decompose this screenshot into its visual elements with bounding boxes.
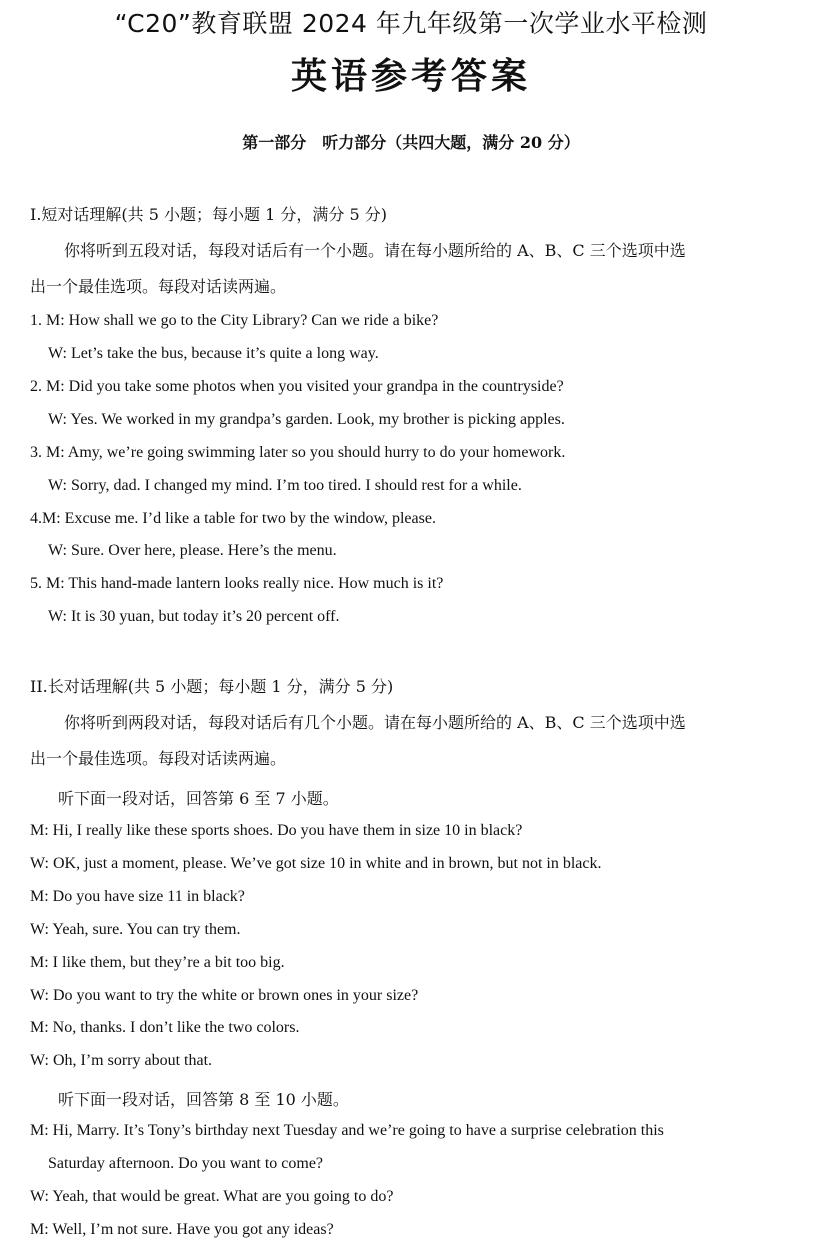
dialogue-line: W: Sure. Over here, please. Here’s the menu. <box>48 542 337 559</box>
dialogue-line: W: Yes. We worked in my grandpa’s garden. Look, my brother is picking apples. <box>48 411 565 428</box>
dialogue-line: Saturday afternoon. Do you want to come? <box>48 1155 324 1172</box>
section1-instructions-1: 你将听到五段对话，每段对话后有一个小题。请在每小题所给的 A、B、C 三个选项中选 <box>64 241 686 260</box>
section2-heading: II.长对话理解(共 5 小题；每小题 1 分，满分 5 分) <box>30 677 394 696</box>
section2-instructions-1: 你将听到两段对话，每段对话后有几个小题。请在每小题所给的 A、B、C 三个选项中选 <box>64 713 686 732</box>
dialogue-line: 1. M: How shall we go to the City Library? Can we ride a bike? <box>30 312 439 329</box>
dialogue-line: W: Yeah, that would be great. What are you going to do? <box>30 1188 394 1205</box>
dialogue-line: 3. M: Amy, we’re going swimming later so you should hurry to do your homework. <box>30 444 566 461</box>
part1-header: 第一部分 听力部分（共四大题，满分 20 分） <box>242 133 580 152</box>
dialogue-line: M: Hi, I really like these sports shoes. Do you have them in size 10 in black? <box>30 822 523 839</box>
answer-key-title: 英语参考答案 <box>290 55 531 97</box>
dialogue-line: M: Well, I’m not sure. Have you got any ideas? <box>30 1221 334 1238</box>
dialogue-line: 2. M: Did you take some photos when you visited your grandpa in the countryside? <box>30 378 564 395</box>
listening-cue: 听下面一段对话，回答第 6 至 7 小题。 <box>58 789 339 808</box>
listening-cue: 听下面一段对话，回答第 8 至 10 小题。 <box>58 1090 349 1109</box>
dialogue-line: M: I like them, but they’re a bit too big. <box>30 954 285 971</box>
dialogue-line: M: Hi, Marry. It’s Tony’s birthday next Tuesday and we’re going to have a surprise celebration this <box>30 1122 664 1139</box>
section1-heading: I.短对话理解(共 5 小题；每小题 1 分，满分 5 分) <box>30 205 387 224</box>
dialogue-line: W: Let’s take the bus, because it’s quite a long way. <box>48 345 379 362</box>
dialogue-line: 5. M: This hand-made lantern looks really nice. How much is it? <box>30 575 444 592</box>
dialogue-line: W: Oh, I’m sorry about that. <box>30 1052 213 1069</box>
dialogue-line: W: OK, just a moment, please. We’ve got size 10 in white and in brown, but not in black. <box>30 855 602 872</box>
section1-instructions-2: 出一个最佳选项。每段对话读两遍。 <box>30 277 287 296</box>
dialogue-line: M: Do you have size 11 in black? <box>30 888 245 905</box>
dialogue-line: W: Yeah, sure. You can try them. <box>30 921 241 938</box>
section2-instructions-2: 出一个最佳选项。每段对话读两遍。 <box>30 749 287 768</box>
dialogue-line: W: Sorry, dad. I changed my mind. I’m too tired. I should rest for a while. <box>48 477 522 494</box>
dialogue-line: W: Do you want to try the white or brown ones in your size? <box>30 987 419 1004</box>
dialogue-line: W: It is 30 yuan, but today it’s 20 percent off. <box>48 608 340 625</box>
dialogue-line: M: No, thanks. I don’t like the two colors. <box>30 1019 300 1036</box>
exam-title: “C20”教育联盟 2024 年九年级第一次学业水平检测 <box>114 9 708 38</box>
dialogue-line: 4.M: Excuse me. I’d like a table for two by the window, please. <box>30 510 436 527</box>
